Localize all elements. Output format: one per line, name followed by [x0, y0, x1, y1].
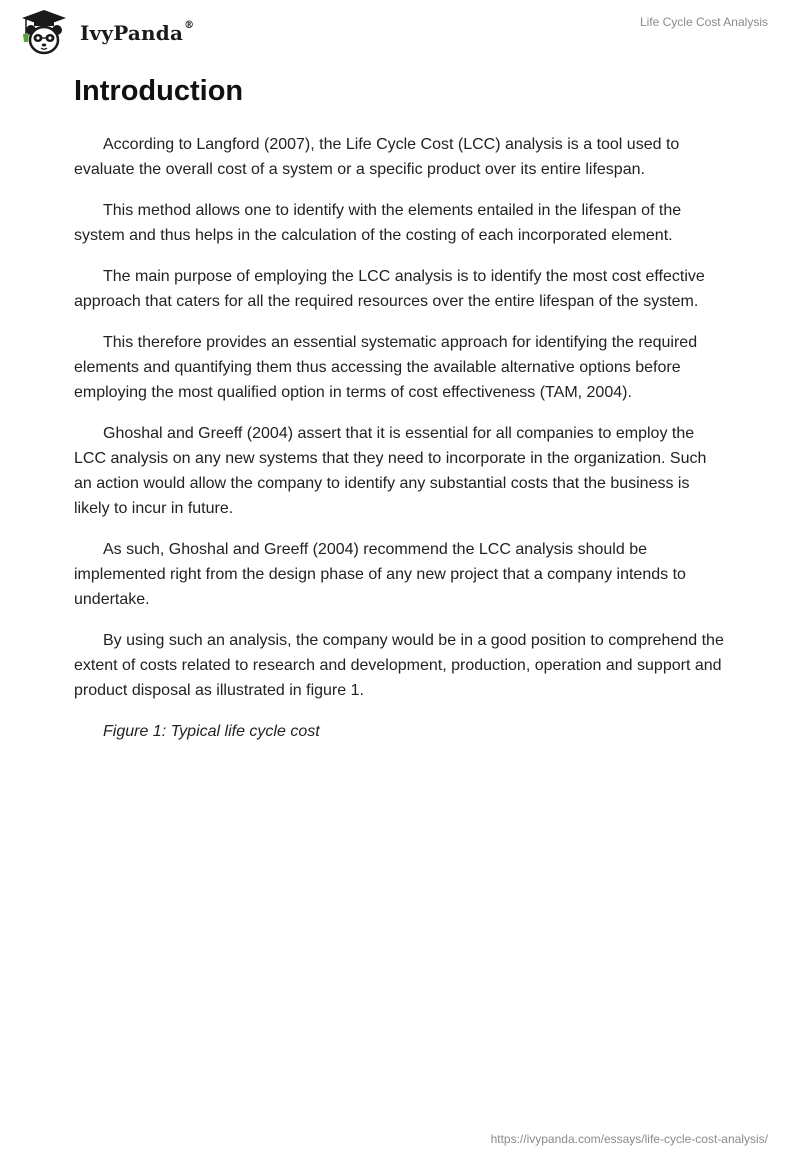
paragraph: According to Langford (2007), the Life Cycle Cost (LCC) analysis is a tool used to evaluate the overall cost of a system or a specific product over its entire lifespan. — [74, 136, 680, 178]
brand-logo[interactable] — [14, 8, 194, 56]
paragraph: This therefore provides an essential systematic approach for identifying the required elements and quantifying them thus accessing the available alternative options before employing the most qualified option in terms of cost effectiveness (TAM, 2004). — [74, 334, 698, 401]
paragraph: The main purpose of employing the LCC analysis is to identify the most cost effective approach that caters for all the required resources over the entire lifespan of the system. — [74, 268, 705, 310]
essay-body — [74, 72, 726, 744]
source-url[interactable]: https://ivypanda.com/essays/life-cycle-cost-analysis/ — [490, 1132, 768, 1146]
paragraph: Ghoshal and Greeff (2004) assert that it is essential for all companies to employ the LCC analysis on any new systems that they need to incorporate in the organization. Such an action would allow the company to identify any substantial costs that the business is likely to incur in future. — [74, 425, 707, 517]
figure-caption: Figure 1: Typical life cycle cost — [103, 723, 320, 740]
section-heading: Introduction — [74, 75, 244, 107]
paragraph: By using such an analysis, the company would be in a good position to comprehend the extent of costs related to research and development, production, operation and support and product disposal as illustrated in figure 1. — [74, 632, 724, 699]
page-header — [0, 0, 800, 64]
paragraph: As such, Ghoshal and Greeff (2004) recommend the LCC analysis should be implemented right from the design phase of any new project that a company intends to undertake. — [74, 541, 686, 608]
paragraph: This method allows one to identify with the elements entailed in the lifespan of the system and thus helps in the calculation of the costing of each incorporated element. — [74, 202, 682, 244]
brand-name: IvyPanda® — [80, 20, 195, 45]
panda-graduate-icon — [14, 8, 74, 56]
document-title: Life Cycle Cost Analysis — [639, 15, 768, 29]
